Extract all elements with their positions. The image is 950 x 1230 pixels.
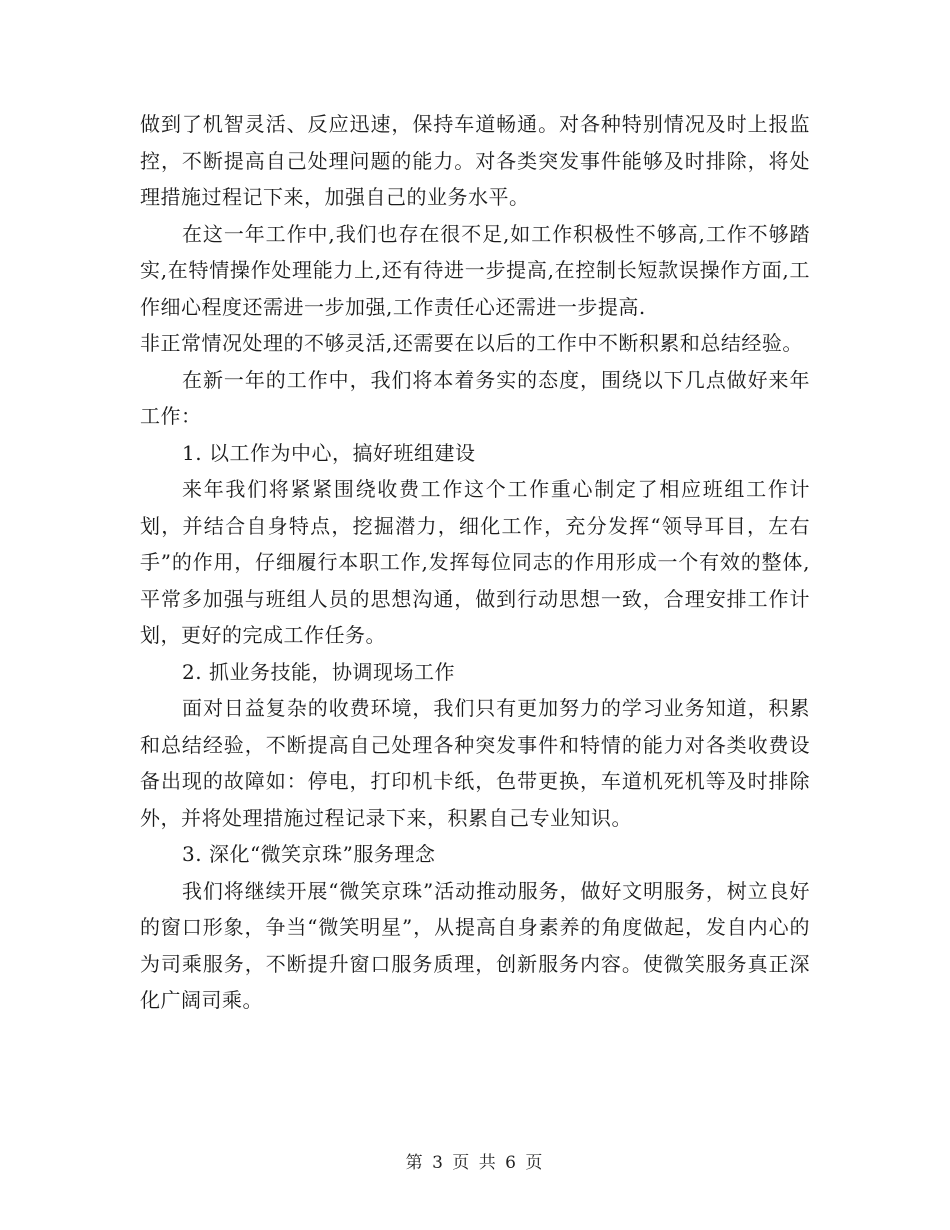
paragraph-4: 在新一年的工作中，我们将本着务实的态度，围绕以下几点做好来年工作：	[140, 367, 810, 428]
document-body	[140, 106, 810, 1019]
paragraph-3: 非正常情况处理的不够灵活,还需要在以后的工作中不断积累和总结经验。	[140, 331, 803, 355]
section-heading-3: 3. 深化“微笑京珠”服务理念	[182, 842, 436, 866]
paragraph-7: 我们将继续开展“微笑京珠”活动推动服务，做好文明服务，树立良好的窗口形象，争当“微笑明星”，从提高自身素养的角度做起，发自内心的为司乘服务，不断提升窗口服务质理，创新服务内容。使微笑服务真正深化广阔司乘。	[140, 878, 810, 1012]
section-heading-1: 1. 以工作为中心，搞好班组建设	[182, 440, 476, 465]
page-number: 第 3 页 共 6 页	[405, 1153, 545, 1173]
section-heading-2: 2. 抓业务技能，协调现场工作	[182, 659, 455, 684]
paragraph-5: 来年我们将紧紧围绕收费工作这个工作重心制定了相应班组工作计划，并结合自身特点，挖掘潜力，细化工作，充分发挥“领导耳目，左右手”的作用，仔细履行本职工作,发挥每位同志的作用形成一个有效的整体,平常多加强与班组人员的思想沟通，做到行动思想一致，合理安排工作计划，更好的完成工作任务。	[140, 477, 810, 647]
paragraph-1: 做到了机智灵活、反应迅速，保持车道畅通。对各种特别情况及时上报监控，不断提高自己处理问题的能力。对各类突发事件能够及时排除，将处理措施过程记下来，加强自己的业务水平。	[140, 112, 810, 209]
paragraph-2: 在这一年工作中,我们也存在很不足,如工作积极性不够高,工作不够踏实,在特情操作处理能力上,还有待进一步提高,在控制长短款误操作方面,工作细心程度还需进一步加强,工作责任心还需进一步提高.	[140, 221, 810, 319]
paragraph-6: 面对日益复杂的收费环境，我们只有更加努力的学习业务知道，积累和总结经验，不断提高自己处理各种突发事件和特情的能力对各类收费设备出现的故障如：停电，打印机卡纸，色带更换，车道机死机等及时排除外，并将处理措施过程记录下来，积累自己专业知识。	[140, 696, 810, 830]
